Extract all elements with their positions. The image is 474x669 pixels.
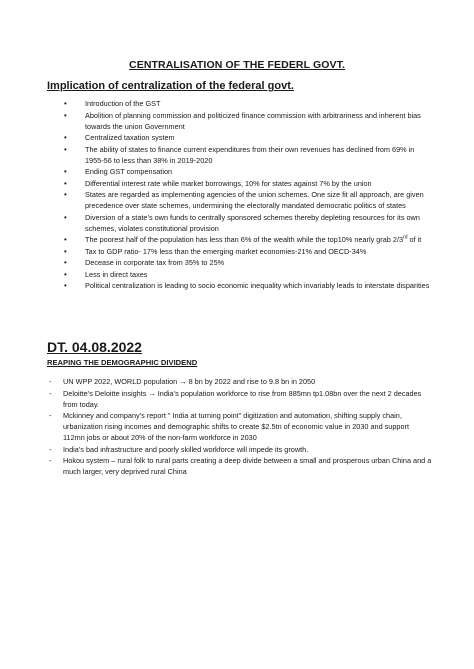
list-item: • Decease in corporate tax from 35% to 25% [47,257,432,268]
list-item: • Ending GST compensation [47,166,432,177]
dividend-list [47,376,432,478]
list-item: • Abolition of planning commission and politicized finance commission with arbitrariness and inherent bias towards the union Government [47,110,432,132]
list-item: - India’s bad infrastructure and poorly skilled workforce will impede its growth. [47,444,432,455]
list-item: • Less in direct taxes [47,269,432,280]
list-item: • Diversion of a state’s own funds to centrally sponsored schemes thereby depleting resources for its own schemes, violates constitutional provision [47,212,432,234]
list-item: • Centralized taxation system [47,132,432,143]
list-item: - Mckinney and company’s report " India at turning point" digitization and automation, shifting supply chain, urbanization rising incomes and demographic shifts to create $2.5tn of economic value in 2030 and support 112mn jobs or about 20% of the non-farm workforce in 2030 [47,410,432,443]
implications-list [47,98,432,292]
date-heading: DT. 04.08.2022 [47,339,142,355]
list-item: • Political centralization is leading to socio economic inequality which invariably leads to interstate disparities [47,280,432,291]
list-item: - Hokou system – rural folk to rural parts creating a deep divide between a small and prosperous urban China and a much larger, very deprived rural China [47,455,432,477]
document-title: CENTRALISATION OF THE FEDERL GOVT. [129,59,345,71]
document-subtitle: Implication of centralization of the federal govt. [47,80,294,92]
section-title: REAPING THE DEMOGRAPHIC DIVIDEND [47,358,198,367]
list-item: • Differential interest rate while market borrowings, 10% for states against 7% by the union [47,178,432,189]
list-item: • The poorest half of the population has less than 6% of the wealth while the top10% nearly grab 2/3rd of it [47,234,432,245]
list-item: - UN WPP 2022, WORLD population → 8 bn by 2022 and rise to 9.8 bn in 2050 [47,376,432,387]
list-item: - Deloitte’s Deloitte insights → India’s population workforce to rise from 885mn tp1.08bn over the next 2 decades from today. [47,388,432,410]
list-item: • The ability of states to finance current expenditures from their own revenues has declined from 69% in 1955-56 to less than 38% in 2019-2020 [47,144,432,166]
list-item: • Introduction of the GST [47,98,432,109]
list-item: • States are regarded as implementing agencies of the union schemes. One size fit all approach, are given precedence over state schemes, undermining the electorally mandated democratic politics of states [47,189,432,211]
list-item: • Tax to GDP ratio- 17% less than the emerging market economies-21% and OECD-34% [47,246,432,257]
